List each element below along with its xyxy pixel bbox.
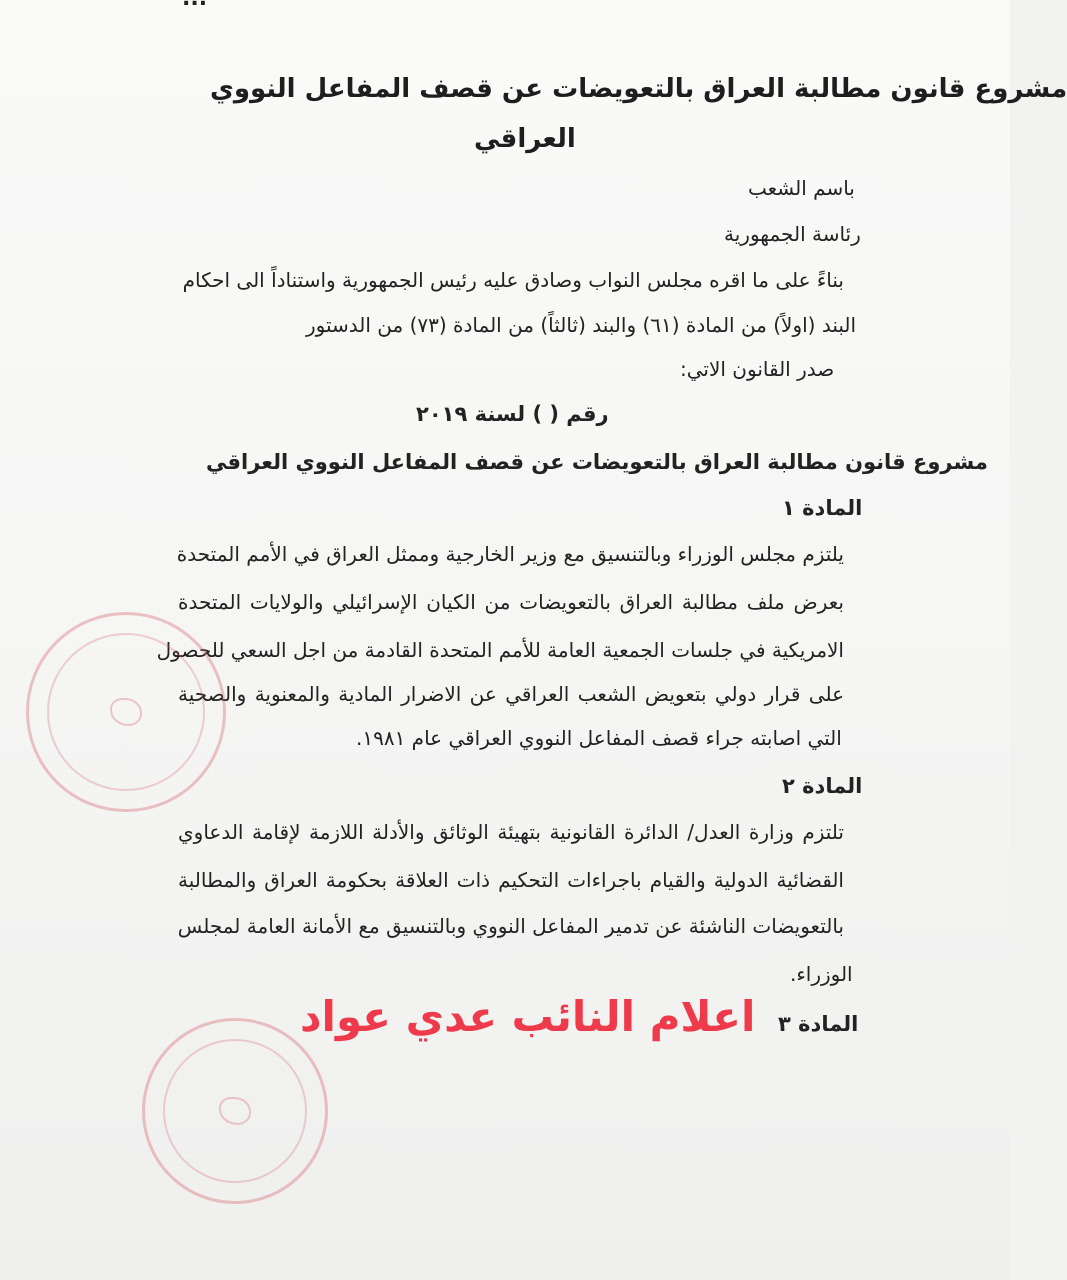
- article-3-heading: المادة ٣: [778, 1012, 859, 1036]
- globe-map-icon: [219, 1097, 251, 1125]
- article-2-line-3: بالتعويضات الناشئة عن تدمير المفاعل النووي وبالتنسيق مع الأمانة العامة لمجلس: [177, 914, 844, 938]
- in-name-of-people: باسم الشعب: [748, 176, 855, 200]
- watermark-text: اعلام النائب عدي عواد: [300, 992, 756, 1041]
- article-1-line-3: الامريكية في جلسات الجمعية العامة للأمم المتحدة القادمة من اجل السعي للحصول: [156, 638, 844, 662]
- article-1-line-2: بعرض ملف مطالبة العراق بالتعويضات من الكيان الإسرائيلي والولايات المتحدة: [178, 590, 844, 614]
- article-2-heading: المادة ٢: [782, 774, 863, 798]
- article-1-line-5: التي اصابته جراء قصف المفاعل النووي العراقي عام ١٩٨١.: [356, 726, 842, 750]
- article-1-heading: المادة ١: [782, 496, 863, 520]
- top-fragment: [182, 0, 207, 11]
- law-number: رقم ( ) لسنة ٢٠١٩: [416, 402, 609, 426]
- article-2-line-4: الوزراء.: [790, 962, 853, 986]
- article-1-line-1: يلتزم مجلس الوزراء وبالتنسيق مع وزير الخارجية وممثل العراق في الأمم المتحدة: [176, 542, 844, 566]
- parliament-stamp-top: [26, 612, 226, 812]
- issued-text: صدر القانون الاتي:: [680, 357, 835, 381]
- subtitle: مشروع قانون مطالبة العراق بالتعويضات عن قصف المفاعل النووي العراقي: [206, 450, 988, 474]
- title-line-1: مشروع قانون مطالبة العراق بالتعويضات عن قصف المفاعل النووي: [210, 74, 1067, 104]
- article-2-line-2: القضائية الدولية والقيام باجراءات التحكيم ذات العلاقة بحكومة العراق والمطالبة: [178, 868, 844, 892]
- iraq-map-icon: [110, 698, 142, 726]
- intro-line-1: بناءً على ما اقره مجلس النواب وصادق عليه رئيس الجمهورية واستناداً الى احكام: [182, 268, 844, 292]
- parliament-stamp-bottom: [142, 1018, 328, 1204]
- article-2-line-1: تلتزم وزارة العدل/ الدائرة القانونية بتهيئة الوثائق والأدلة اللازمة لإقامة الدعاوي: [178, 820, 844, 844]
- article-1-line-4: على قرار دولي بتعويض الشعب العراقي عن الاضرار المادية والمعنوية والصحية: [178, 682, 844, 706]
- intro-line-2: البند (اولاً) من المادة (٦١) والبند (ثالثاً) من المادة (٧٣) من الدستور: [306, 313, 857, 337]
- presidency: رئاسة الجمهورية: [724, 222, 861, 246]
- title-line-2: العراقي: [474, 124, 576, 154]
